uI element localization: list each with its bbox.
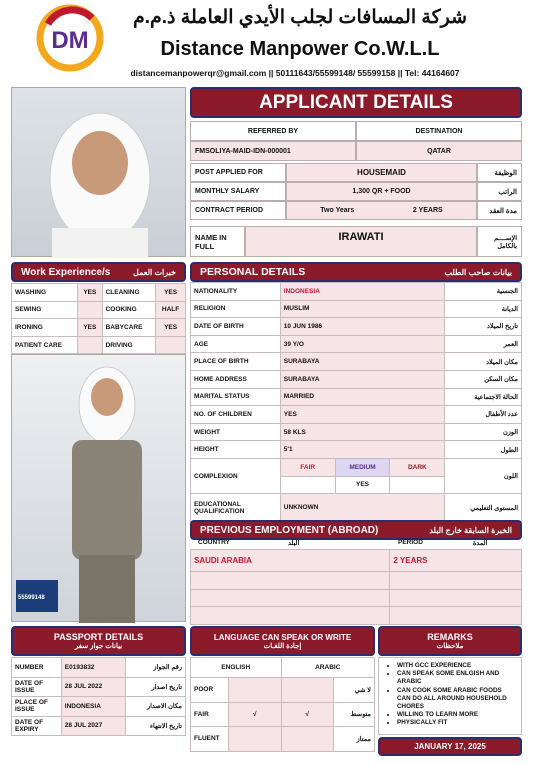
personal-label: WEIGHT — [191, 423, 281, 441]
arabic-header: ARABIC — [281, 658, 374, 678]
passport-title-ar: بيانات جواز سفر — [74, 643, 123, 650]
personal-value: SURABAYA — [280, 370, 444, 388]
date-text: JANUARY 17, 2025 — [414, 742, 486, 751]
post-table — [190, 163, 522, 220]
name-label: NAME IN FULL — [190, 226, 245, 257]
name-row — [190, 226, 522, 257]
referred-by-label: REFERRED BY — [190, 121, 356, 141]
personal-label-ar: الوزن — [445, 423, 522, 441]
remarks-date — [378, 737, 522, 756]
language-title: LANGUAGE CAN SPEAK OR WRITE — [213, 632, 352, 642]
remarks-box — [378, 657, 522, 735]
personal-details-header — [190, 262, 522, 282]
language-title-ar: إجادة اللغـات — [263, 642, 302, 650]
personal-label-ar: العمر — [445, 335, 522, 353]
work-skill: WASHING — [12, 284, 78, 302]
work-row — [12, 319, 186, 337]
referred-by-value: FMSOLIYA-MAID-IDN-000001 — [190, 141, 356, 161]
applicant-photo-fullbody — [11, 354, 186, 622]
remark-item: • CAN SPEAK SOME ENLGISH AND ARABIC — [397, 670, 517, 686]
passport-value: 28 JUL 2022 — [61, 677, 126, 697]
work-value: HALF — [156, 301, 186, 319]
passport-row — [12, 677, 186, 697]
work-value: YES — [78, 284, 102, 302]
personal-row — [191, 441, 522, 459]
personal-label: HEIGHT — [191, 441, 281, 459]
work-title: Work Experience/s — [21, 266, 111, 278]
company-name-arabic: شركة المسافات لجلب الأيدي العاملة ذ.م.م — [132, 7, 468, 28]
previous-employment-header — [190, 520, 522, 540]
personal-value: 58 KLS — [280, 423, 444, 441]
period-label: PERIOD — [398, 539, 423, 546]
work-value — [78, 336, 102, 354]
personal-value: INDONESIA — [280, 283, 444, 301]
personal-label: NO. OF CHILDREN — [191, 406, 281, 424]
personal-label-ar: الطول — [445, 441, 522, 459]
language-level-label: POOR — [191, 678, 229, 703]
photo-caption: 55599148 — [18, 595, 45, 601]
personal-label: RELIGION — [191, 300, 281, 318]
company-name-english: Distance Manpower Co.W.L.L — [160, 38, 440, 60]
personal-row — [191, 318, 522, 336]
personal-details-table — [190, 282, 522, 522]
personal-row — [191, 423, 522, 441]
work-skill: PATIENT CARE — [12, 336, 78, 354]
personal-label: NATIONALITY — [191, 283, 281, 301]
remarks-title-ar: ملاحظات — [436, 643, 464, 650]
contact-line: distancemanpowerqr@gmail.com || 50111643/55599148/ 55599158 || Tel: 44164607 — [130, 68, 460, 78]
salary-value: 1,300 QR + FOOD — [286, 182, 477, 201]
work-row — [12, 301, 186, 319]
salary-label: MONTHLY SALARY — [190, 182, 286, 201]
destination-value: QATAR — [356, 141, 522, 161]
personal-row — [191, 283, 522, 301]
personal-label-ar: الديانة — [445, 300, 522, 318]
language-level-ar: ممتاز — [334, 727, 375, 752]
personal-value: 10 JUN 1986 — [280, 318, 444, 336]
contract-value — [286, 201, 477, 220]
post-label-ar: الوظيفة — [477, 163, 522, 182]
remark-item: • PHYSICALLY FIT — [397, 719, 517, 727]
passport-label: PLACE OF ISSUE — [12, 697, 62, 717]
passport-label-ar: تاريخ اصدار — [126, 677, 186, 697]
personal-row — [191, 300, 522, 318]
company-logo — [36, 4, 106, 72]
contract-text: Two Years — [320, 207, 355, 214]
work-value — [78, 301, 102, 319]
personal-label-ar: مكان السكن — [445, 370, 522, 388]
work-value: YES — [78, 319, 102, 337]
language-english-level — [228, 727, 281, 752]
work-value — [156, 336, 186, 354]
passport-label-ar: تاريخ الانتهاء — [126, 716, 186, 736]
passport-label: DATE OF ISSUE — [12, 677, 62, 697]
personal-label: AGE — [191, 335, 281, 353]
name-label-ar: الإســــم بالكامل — [477, 226, 522, 257]
previous-title: PREVIOUS EMPLOYMENT (ABROAD) — [200, 524, 379, 536]
previous-country: SAUDI ARABIA — [191, 550, 390, 572]
post-value: HOUSEMAID — [286, 163, 477, 182]
language-row — [191, 727, 375, 752]
complexion-mark: YES — [335, 476, 390, 494]
language-header — [190, 626, 375, 656]
language-english-level — [228, 678, 281, 703]
title-text: APPLICANT DETAILS — [259, 91, 453, 113]
applicant-details-title — [190, 87, 522, 118]
work-value: YES — [156, 284, 186, 302]
personal-value: MARRIED — [280, 388, 444, 406]
country-label: COUNTRY — [198, 539, 230, 546]
salary-label-ar: الراتب — [477, 182, 522, 201]
complexion-label-ar: اللون — [445, 458, 522, 493]
work-skill: BABYCARE — [102, 319, 156, 337]
language-row — [191, 678, 375, 703]
personal-label-ar: تاريخ الميلاد — [445, 318, 522, 336]
work-skill: DRIVING — [102, 336, 156, 354]
previous-title-ar: الخبرة السابقة خارج البلد — [429, 525, 512, 535]
personal-label: HOME ADDRESS — [191, 370, 281, 388]
language-table — [190, 657, 375, 752]
language-arabic-level — [281, 678, 334, 703]
language-arabic-level: √ — [281, 702, 334, 727]
passport-label: NUMBER — [12, 658, 62, 678]
remarks-header — [378, 626, 522, 656]
passport-label-ar: رقم الجواز — [126, 658, 186, 678]
education-value: UNKNOWN — [280, 494, 444, 522]
referral-table — [190, 121, 522, 161]
personal-row — [191, 406, 522, 424]
passport-title: PASSPORT DETAILS — [53, 632, 144, 642]
work-skill: SEWING — [12, 301, 78, 319]
destination-label: DESTINATION — [356, 121, 522, 141]
personal-row — [191, 370, 522, 388]
complexion-dark: DARK — [390, 458, 445, 476]
post-label: POST APPLIED FOR — [190, 163, 286, 182]
personal-label-ar: عدد الأطفال — [445, 406, 522, 424]
work-row — [12, 284, 186, 302]
passport-header — [11, 626, 186, 656]
passport-value: 28 JUL 2027 — [61, 716, 126, 736]
language-level-ar: متوسط — [334, 702, 375, 727]
complexion-medium: MEDIUM — [335, 458, 390, 476]
education-label: EDUCATIONAL QUALIFICATION — [191, 494, 281, 522]
language-arabic-level — [281, 727, 334, 752]
passport-row — [12, 716, 186, 736]
personal-title-ar: بيانات صاحب الطلب — [444, 267, 512, 277]
english-header: ENGLISH — [191, 658, 282, 678]
work-row — [12, 336, 186, 354]
personal-row — [191, 353, 522, 371]
personal-label-ar: مكان الميلاد — [445, 353, 522, 371]
contract-years: 2 YEARS — [412, 207, 443, 214]
applicant-photo-portrait — [11, 87, 186, 257]
personal-value: 39 Y/O — [280, 335, 444, 353]
personal-label: DATE OF BIRTH — [191, 318, 281, 336]
previous-period: 2 YEARS — [390, 550, 522, 572]
personal-label: PLACE OF BIRTH — [191, 353, 281, 371]
personal-row — [191, 388, 522, 406]
personal-label-ar: الحالة الاجتماعية — [445, 388, 522, 406]
work-skill: COOKING — [102, 301, 156, 319]
work-skill: CLEANING — [102, 284, 156, 302]
language-level-label: FAIR — [191, 702, 229, 727]
language-english-level: √ — [228, 702, 281, 727]
work-experience-header — [11, 262, 186, 282]
remark-item: • CAN COOK SOME ARABIC FOODS CAN DO ALL AROUND HOUSEHOLD CHORES — [397, 687, 517, 712]
svg-text:DM: DM — [51, 27, 89, 54]
passport-value: INDONESIA — [61, 697, 126, 717]
work-experience-table — [11, 283, 186, 354]
previous-employment-table — [190, 549, 522, 625]
contract-label: CONTRACT PERIOD — [190, 201, 286, 220]
contract-label-ar: مدة العقد — [477, 201, 522, 220]
passport-row — [12, 658, 186, 678]
complexion-label: COMPLEXION — [191, 458, 281, 493]
personal-label: MARITAL STATUS — [191, 388, 281, 406]
personal-value: MUSLIM — [280, 300, 444, 318]
remark-item: • WILLING TO LEARN MORE — [397, 711, 517, 719]
passport-value: E0193832 — [61, 658, 126, 678]
passport-label: DATE OF EXPIRY — [12, 716, 62, 736]
country-label-ar: البلد — [288, 540, 300, 547]
period-label-ar: المدة — [473, 540, 488, 547]
passport-label-ar: مكان الاصدار — [126, 697, 186, 717]
complexion-fair: FAIR — [280, 458, 335, 476]
personal-value: SURABAYA — [280, 353, 444, 371]
language-level-label: FLUENT — [191, 727, 229, 752]
passport-table — [11, 657, 186, 736]
name-value: IRAWATI — [245, 226, 477, 257]
remark-item: • WITH GCC EXPERIENCE — [397, 662, 517, 670]
personal-value: YES — [280, 406, 444, 424]
passport-row — [12, 697, 186, 717]
work-skill: IRONING — [12, 319, 78, 337]
personal-title: PERSONAL DETAILS — [200, 266, 306, 278]
work-value: YES — [156, 319, 186, 337]
education-label-ar: المستوى التعليمي — [445, 494, 522, 522]
language-level-ar: لا شي — [334, 678, 375, 703]
remarks-title: REMARKS — [427, 632, 473, 642]
personal-value: 5'1 — [280, 441, 444, 459]
language-row — [191, 702, 375, 727]
personal-row — [191, 335, 522, 353]
work-title-ar: خبرات العمل — [133, 267, 176, 277]
personal-label-ar: الجنسية — [445, 283, 522, 301]
